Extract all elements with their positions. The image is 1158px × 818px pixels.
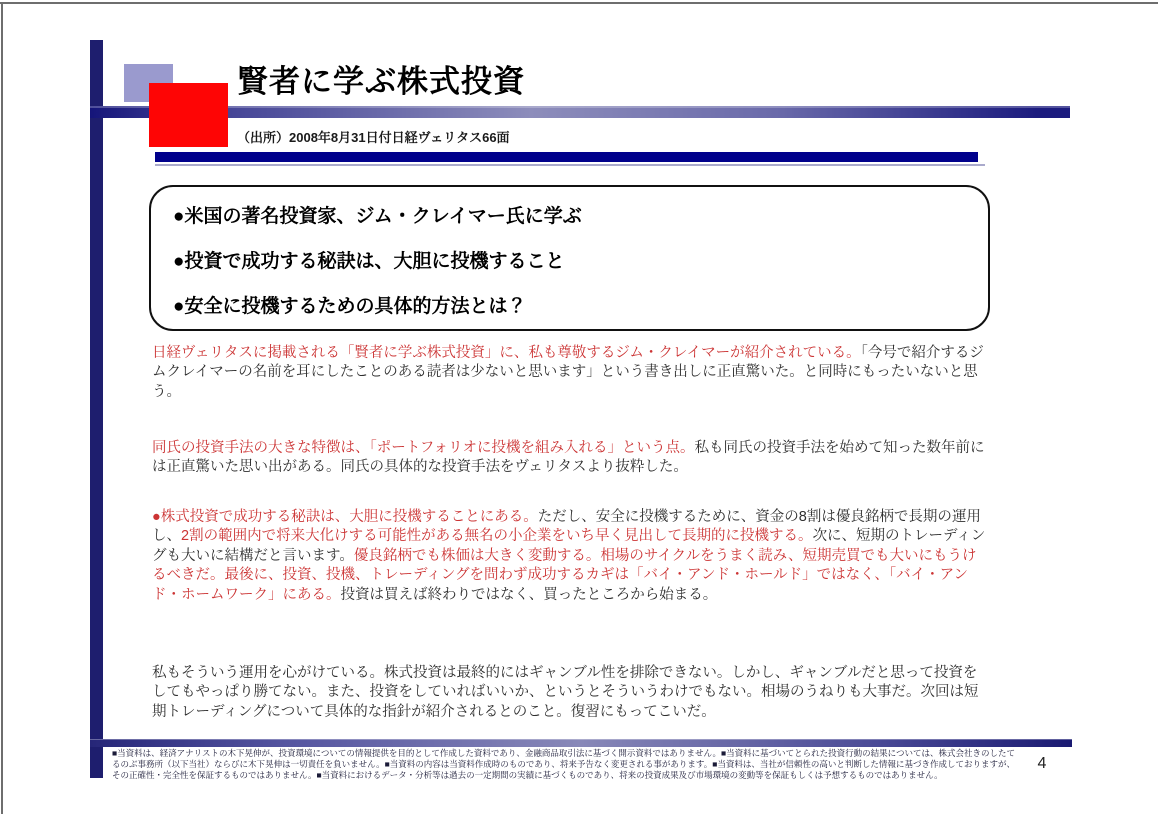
left-accent-bar <box>90 40 103 778</box>
page-title: 賢者に学ぶ株式投資 <box>237 64 525 99</box>
body-paragraph-2 <box>152 439 990 478</box>
text-segment-black: 私もそういう運用を心がけている。株式投資は最終的にはギャンブル性を排除できない。しかし、ギャンブルだと思って投資をしてもやっぱり勝てない。また、投資をしていればいいか、というとそういうわけでもない。相場のうねりも大事だ。次回は短期トレーディングについて具体的な指針が紹介されるとのこと。復習にもってこいだ。 <box>152 665 979 720</box>
summary-bullet-3: ●安全に投機するための具体的方法とは？ <box>173 296 527 317</box>
source-caption: （出所）2008年8月31日付日経ヴェリタス66面 <box>237 130 510 145</box>
summary-bullet-2: ●投資で成功する秘訣は、大胆に投機すること <box>173 251 565 272</box>
text-segment-black: 次に、短期のトレーディングも大いに結構だと言います。 <box>152 528 986 564</box>
header-underline-bar <box>155 152 978 162</box>
page-number: 4 <box>1037 755 1047 772</box>
text-segment-black: 私も同氏の投資手法を始めて知った数年前には正直驚いた思い出がある。同氏の具体的な投資手法をヴェリタスより抜粋した。 <box>152 440 985 476</box>
summary-bullet-1: ●米国の著名投資家、ジム・クレイマー氏に学ぶ <box>173 206 582 227</box>
page-border-left <box>1 2 3 814</box>
text-segment-black: ただし、安全に投機するために、資金の8割は優良銘柄で長期の運用し、 <box>152 509 981 545</box>
text-segment-black: 「今号で紹介するジムクレイマーの名前を耳にしたことのある読者は少ないと思います」という書き出しに正直驚いた。と同時にもったいないと思う。 <box>152 345 984 400</box>
header-underline-highlight <box>155 164 985 166</box>
body-paragraph-4 <box>152 664 990 722</box>
text-segment-red: 優良銘柄でも株価は大きく変動する。相場のサイクルをうまく読み、短期売買でも大いにもうけるべきだ。最後に、投資、投機、トレーディングを問わず成功するカギは「バイ・アンド・ホールド」ではなく、「バイ・アンド・ホームワーク」にある。 <box>152 547 977 603</box>
text-segment-black: 投資は買えば終わりではなく、買ったところから始まる。 <box>340 586 718 603</box>
body-paragraph-1 <box>152 344 990 402</box>
summary-box <box>149 185 990 331</box>
text-segment-red: 日経ヴェリタスに掲載される「賢者に学ぶ株式投資」に、私も尊敬するジム・クレイマーが紹介されている。 <box>152 345 861 361</box>
header-gradient-bar <box>90 106 1070 118</box>
page-border-top <box>0 2 1158 4</box>
text-segment-red: ●株式投資で成功する秘訣は、大胆に投機することにある。 <box>152 509 538 525</box>
disclaimer-text: ■当資料は、経済アナリストの木下晃伸が、投資環境についての情報提供を目的として作成した資料であり、金融商品取引法に基づく開示資料ではありません。■当資料に基づいてとられた投資行動の結果については、株式会社きのしたてるのぶ事務所（以下当社）ならびに木下晃伸は一切責任を負いません。■当資料の内容は当資料作成時のものであり、将来予告なく変更される事があります。■当資料は、当社が信頼性の高いと判断した情報に基づき作成しておりますが、その正確性・完全性を保証するものではありません。■当資料におけるデータ・分析等は過去の一定期間の実績に基づくものであり、将来の投資成果及び市場環境の変動等を保証もしくは予想するものではありません。 <box>112 748 1015 780</box>
footer-gradient-bar <box>90 739 1072 747</box>
text-segment-red: 2割の範囲内で将来大化けする可能性がある無名の小企業をいち早く見出して長期的に投機する。 <box>181 528 813 545</box>
text-segment-red: 同氏の投資手法の大きな特徴は、「ポートフォリオに投機を組み入れる」という点。 <box>152 440 695 456</box>
body-paragraph-3 <box>152 508 990 605</box>
red-square <box>149 83 228 147</box>
